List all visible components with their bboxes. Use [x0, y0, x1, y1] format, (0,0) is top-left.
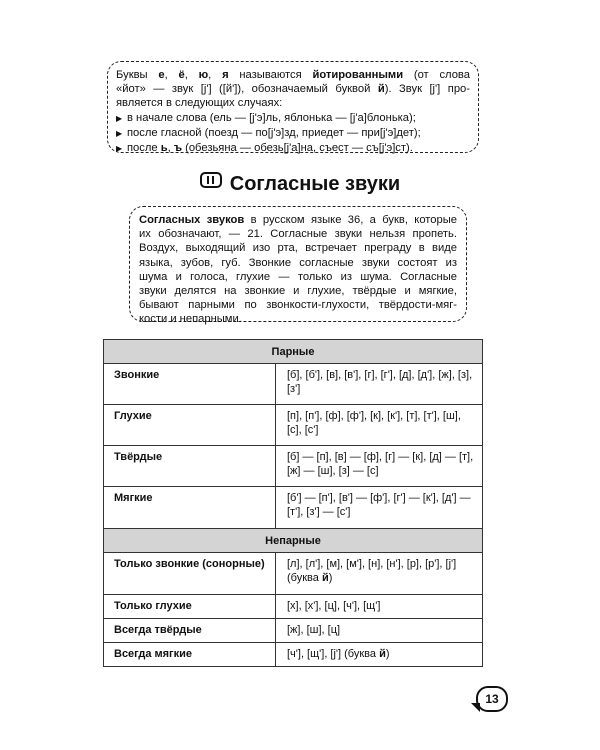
sounds-cell: [п], [п'], [ф], [ф'], [к], [к'], [т], [т'], [ш], [с], [с']	[276, 405, 483, 446]
category-cell: Звонкие	[104, 364, 276, 405]
definition-line: Воздух, выходящий изо рта, встречает преграду в виде	[139, 242, 457, 255]
table-row	[104, 364, 483, 405]
table-row	[104, 595, 483, 619]
category-cell: Только глухие	[104, 595, 276, 619]
table-row	[104, 643, 483, 667]
page-number: 13	[476, 686, 508, 712]
sounds-cell: [б], [б'], [в], [в'], [г], [г'], [д], [д'], [ж], [з], [з']	[276, 364, 483, 405]
section-title: Согласные звуки	[229, 173, 401, 195]
bullet-text: после ь, ъ (обезьяна — обезь[j'а]на, съест — съ[j'э]ст).	[127, 142, 413, 155]
note-line: Буквы е, ё, ю, я называются йотированными (от слова	[116, 69, 470, 81]
category-cell: Мягкие	[104, 487, 276, 529]
sounds-cell: [л], [л'], [м], [м'], [н], [н'], [р], [р'], [j'] (буква й)	[276, 553, 483, 595]
definition-line: звуки делятся на звонкие и глухие, твёрдые и мягкие,	[139, 285, 457, 298]
bullet-icon: ▶	[116, 144, 123, 154]
table-row	[104, 619, 483, 643]
table-row	[104, 446, 483, 487]
definition-line: Согласных звуков в русском языке 36, а букв, которые	[139, 214, 457, 226]
section-header-cell: Непарные	[104, 529, 483, 553]
consonants-table	[103, 339, 483, 667]
yotated-letters-note	[107, 61, 479, 153]
category-cell: Всегда твёрдые	[104, 619, 276, 643]
note-bullet-item	[116, 141, 470, 156]
sounds-cell: [ч'], [щ'], [j'] (буква й)	[276, 643, 483, 667]
sounds-cell: [б] — [п], [в] — [ф], [г] — [к], [д] — [т], [ж] — [ш], [з] — [с]	[276, 446, 483, 487]
bullet-text: после гласной (поезд — по[j'э]зд, приедет — при[j'э]дет);	[127, 126, 421, 139]
sounds-cell: [ж], [ш], [ц]	[276, 619, 483, 643]
bullet-icon: ▶	[116, 128, 123, 138]
table-row	[104, 405, 483, 446]
category-cell: Глухие	[104, 405, 276, 446]
sounds-cell: [х], [х'], [ц], [ч'], [щ']	[276, 595, 483, 619]
section-marker-icon	[200, 172, 222, 188]
bullet-text: в начале слова (ель — [j'э]ль, яблонька — [j'а]блонька);	[127, 111, 416, 124]
category-cell: Всегда мягкие	[104, 643, 276, 667]
consonants-definition-box	[129, 206, 467, 326]
definition-line: их обозначают, — 21. Согласные звуки нельзя пропеть.	[139, 228, 457, 241]
definition-line: кости и непарными.	[139, 313, 242, 326]
table-section-header	[104, 340, 483, 364]
definition-line: бывают парными по звонкости-глухости, твёрдости-мяг-	[139, 299, 457, 312]
definition-line: шума и голоса, глухие — только из шума. Согласные	[139, 270, 457, 283]
bullet-icon: ▶	[116, 113, 123, 123]
category-cell: Только звонкие (сонорные)	[104, 553, 276, 595]
note-line: «йот» — звук [j'] ([й']), обозначаемый буквой й). Звук [j'] про-	[116, 83, 470, 96]
table-row	[104, 487, 483, 529]
section-header-cell: Парные	[104, 340, 483, 364]
section-heading	[0, 172, 600, 196]
note-bullet-item	[116, 126, 470, 141]
note-bullet-item	[116, 111, 470, 126]
definition-line: языка, зубов, губ. Звонкие согласные звуки состоят из	[139, 256, 457, 269]
table-row	[104, 553, 483, 595]
category-cell: Твёрдые	[104, 446, 276, 487]
sounds-cell: [б'] — [п'], [в'] — [ф'], [г'] — [к'], [д'] — [т'], [з'] — [с']	[276, 487, 483, 529]
table-section-header	[104, 529, 483, 553]
note-line: является в следующих случаях:	[116, 97, 283, 110]
